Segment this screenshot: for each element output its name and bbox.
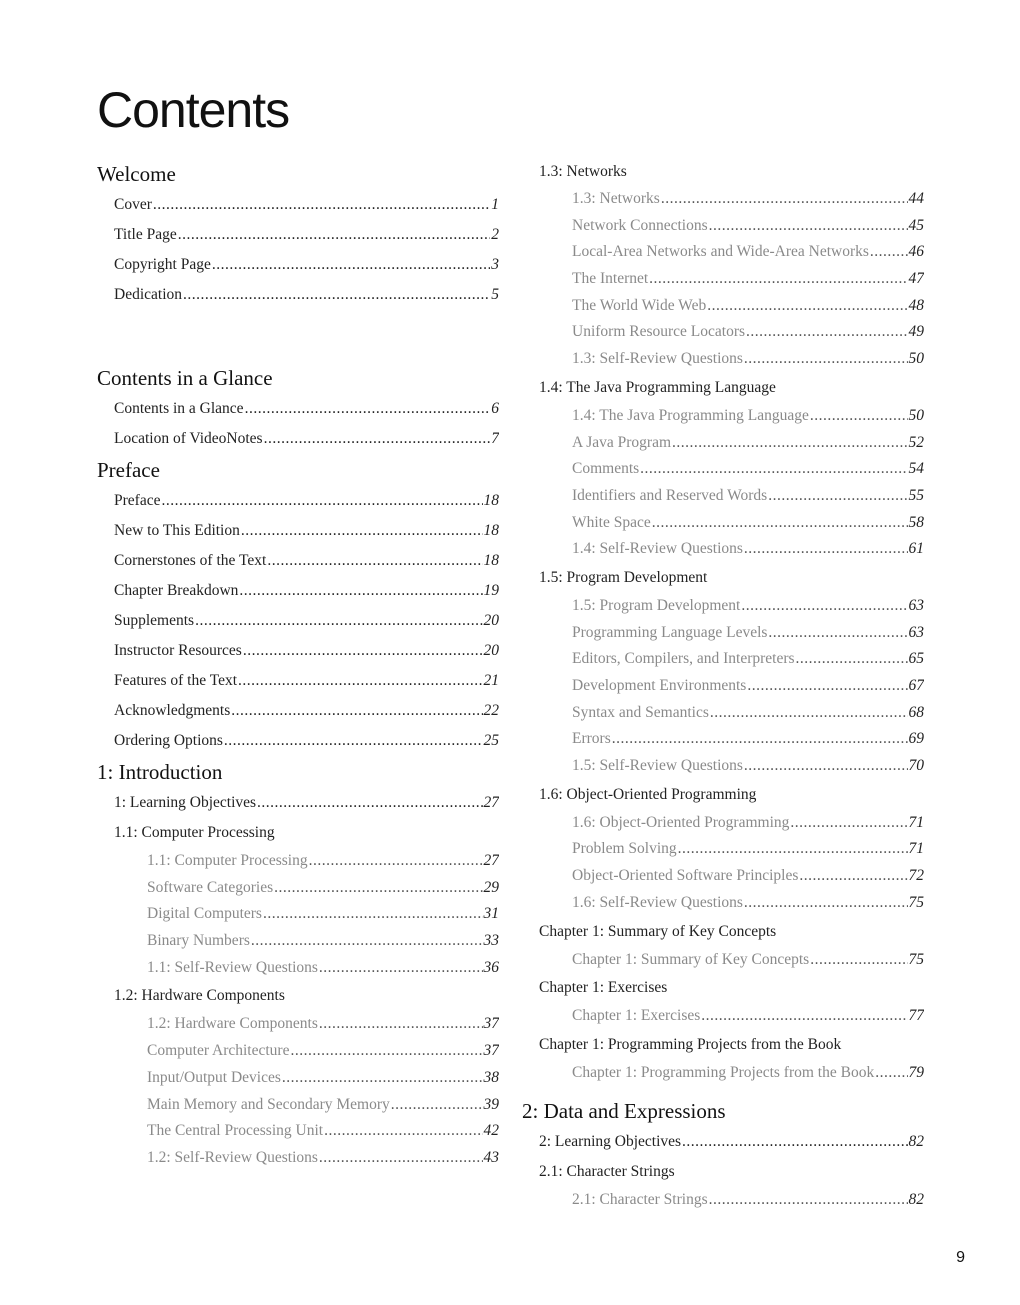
toc-entry[interactable] [147, 848, 499, 875]
entry-title: 1.1: Computer Processing [147, 852, 308, 869]
toc-entry[interactable] [572, 266, 924, 293]
entry-title: Cornerstones of the Text [114, 552, 267, 569]
dot-leader [701, 1003, 907, 1030]
entry-title: Computer Architecture [147, 1042, 290, 1060]
entry-title: 1.3: Self-Review Questions [572, 350, 743, 368]
toc-entry[interactable] [572, 593, 924, 620]
dot-leader [391, 1092, 483, 1119]
entry-page: 2 [491, 226, 499, 243]
entry-page: 48 [908, 296, 924, 314]
dot-leader [799, 863, 907, 890]
dot-leader [870, 239, 908, 266]
dot-leader [709, 213, 908, 240]
entry-title: Main Memory and Secondary Memory [147, 1095, 390, 1113]
toc-entry[interactable] [147, 875, 499, 902]
entry-page: 52 [908, 433, 924, 451]
entry-page: 5 [491, 286, 499, 303]
entry-title: Errors [572, 730, 611, 748]
entry-page: 58 [908, 513, 924, 531]
entry-page: 37 [483, 1015, 499, 1033]
entry-title: Chapter 1: Summary of Key Concepts [572, 950, 810, 968]
toc-entry[interactable] [147, 955, 499, 982]
section-heading-preface: Preface [97, 458, 160, 482]
dot-leader [768, 620, 907, 647]
dot-leader [264, 424, 491, 454]
dot-leader [768, 483, 907, 510]
page-title: Contents [97, 82, 290, 138]
entry-title: Preface [114, 492, 161, 509]
s14-list [522, 403, 924, 563]
entry-page: 31 [483, 905, 499, 923]
toc-entry[interactable] [147, 1092, 499, 1119]
entry-title: Title Page [114, 226, 177, 243]
entry-page: 25 [483, 732, 499, 749]
dot-leader [257, 788, 482, 818]
dot-leader [224, 726, 483, 756]
dot-leader [744, 346, 908, 373]
dot-leader [747, 673, 907, 700]
toc-entry[interactable] [572, 186, 924, 213]
entry-title: The World Wide Web [572, 296, 707, 314]
dot-leader [241, 516, 483, 546]
s13-list [522, 186, 924, 373]
dot-leader [875, 1060, 907, 1087]
dot-leader [290, 1038, 482, 1065]
entry-page: 63 [908, 596, 924, 614]
entry-title: Contents in a Glance [114, 400, 244, 417]
entry-page: 50 [908, 350, 924, 368]
toc-entry[interactable] [572, 947, 924, 974]
dot-leader [707, 293, 907, 320]
toc-entry[interactable] [114, 546, 499, 576]
entry-title: Instructor Resources [114, 642, 242, 659]
toc-left-column [97, 158, 499, 1172]
entry-page: 7 [491, 430, 499, 447]
toc-entry[interactable] [572, 213, 924, 240]
toc-entry[interactable] [572, 1003, 924, 1030]
s15-list [522, 593, 924, 780]
entry-page: 36 [483, 958, 499, 976]
entry-title: 1.2: Hardware Components [147, 1015, 318, 1033]
summary-list [522, 947, 924, 974]
entry-page: 63 [908, 623, 924, 641]
toc-entry[interactable] [114, 576, 499, 606]
entry-title: 1.6: Object-Oriented Programming [572, 813, 790, 831]
entry-title: Comments [572, 460, 640, 478]
entry-title: 1.1: Self-Review Questions [147, 958, 318, 976]
subsection-heading-summary[interactable]: Chapter 1: Summary of Key Concepts [539, 922, 777, 940]
toc-entry[interactable] [572, 536, 924, 563]
dot-leader [195, 606, 482, 636]
dot-leader [710, 700, 908, 727]
dot-leader [744, 753, 908, 780]
dot-leader [178, 220, 491, 250]
s16-list [522, 810, 924, 917]
toc-entry[interactable] [572, 483, 924, 510]
toc-entry[interactable] [147, 1145, 499, 1172]
section-heading-glance: Contents in a Glance [97, 366, 273, 390]
dot-leader [319, 1145, 483, 1172]
subsection-heading-1-3[interactable]: 1.3: Networks [539, 163, 627, 180]
entry-page: 33 [483, 932, 499, 950]
toc-entry[interactable] [114, 606, 499, 636]
dot-leader [324, 1118, 482, 1145]
toc-entry[interactable] [114, 666, 499, 696]
entry-page: 47 [908, 270, 924, 288]
entry-title: Identifiers and Reserved Words [572, 486, 768, 504]
entry-title: Syntax and Semantics [572, 703, 709, 721]
entry-page: 20 [483, 612, 499, 629]
entry-title: Software Categories [147, 878, 274, 896]
entry-title: Uniform Resource Locators [572, 323, 746, 341]
entry-page: 3 [491, 256, 499, 273]
dot-leader [709, 1187, 908, 1214]
entry-title: Features of the Text [114, 672, 238, 689]
toc-entry[interactable] [147, 1011, 499, 1038]
welcome-list [97, 190, 499, 310]
dot-leader [319, 955, 483, 982]
s12-list [97, 1011, 499, 1171]
subsection-heading-2-1[interactable]: 2.1: Character Strings [539, 1162, 675, 1180]
section-heading-welcome: Welcome [97, 162, 176, 186]
toc-entry[interactable] [114, 726, 499, 756]
entry-page: 18 [483, 552, 499, 569]
entry-title: Editors, Compilers, and Interpreters [572, 650, 795, 668]
entry-page: 68 [908, 703, 924, 721]
preface-list [97, 486, 499, 756]
toc-entry[interactable] [572, 836, 924, 863]
entry-page: 38 [483, 1068, 499, 1086]
entry-page: 19 [483, 582, 499, 599]
dot-leader [810, 403, 908, 430]
toc-entry[interactable] [114, 220, 499, 250]
toc-entry[interactable] [114, 424, 499, 454]
glance-list [97, 394, 499, 454]
toc-entry[interactable] [572, 810, 924, 837]
dot-leader [263, 901, 483, 928]
entry-page: 55 [908, 486, 924, 504]
entry-title: Network Connections [572, 216, 708, 234]
entry-title: Supplements [114, 612, 195, 629]
toc-entry-learning-objectives-2[interactable] [539, 1127, 924, 1157]
entry-page: 37 [483, 1042, 499, 1060]
toc-entry[interactable] [572, 620, 924, 647]
dot-leader [245, 394, 491, 424]
entry-title: White Space [572, 513, 651, 531]
toc-entry[interactable] [572, 673, 924, 700]
toc-entry[interactable] [114, 250, 499, 280]
toc-entry[interactable] [572, 753, 924, 780]
toc-entry[interactable] [572, 700, 924, 727]
entry-title: Local-Area Networks and Wide-Area Networks [572, 243, 869, 261]
dot-leader [153, 190, 490, 220]
toc-entry[interactable] [572, 239, 924, 266]
entry-title: The Central Processing Unit [147, 1122, 324, 1140]
dot-leader [309, 848, 483, 875]
entry-page: 79 [908, 1063, 924, 1081]
entry-title: 1.4: The Java Programming Language [572, 406, 809, 424]
dot-leader [746, 319, 907, 346]
dot-leader [319, 1011, 483, 1038]
entry-title: Problem Solving [572, 840, 677, 858]
entry-page: 77 [908, 1007, 924, 1025]
entry-title: Cover [114, 196, 152, 213]
entry-page: 75 [908, 893, 924, 911]
entry-title: 1.3: Networks [572, 190, 660, 207]
toc-entry[interactable] [114, 394, 499, 424]
dot-leader [274, 875, 482, 902]
entry-page: 29 [483, 878, 499, 896]
entry-title: Chapter 1: Exercises [572, 1007, 701, 1025]
toc-entry[interactable] [114, 190, 499, 220]
dot-leader [744, 890, 908, 917]
subsection-heading-1-2[interactable]: 1.2: Hardware Components [114, 987, 285, 1005]
dot-leader [612, 726, 908, 753]
toc-entry[interactable] [572, 346, 924, 373]
entry-title: Location of VideoNotes [114, 430, 263, 447]
entry-title: The Internet [572, 270, 649, 288]
entry-page: 43 [483, 1148, 499, 1166]
subsection-heading-1-5[interactable]: 1.5: Program Development [539, 568, 708, 586]
entry-title: New to This Edition [114, 522, 240, 539]
entry-title: Dedication [114, 286, 183, 303]
toc-entry[interactable] [114, 516, 499, 546]
toc-entry[interactable] [114, 696, 499, 726]
entry-title: Object-Oriented Software Principles [572, 867, 799, 885]
dot-leader [649, 266, 907, 293]
entry-page: 27 [483, 794, 499, 811]
toc-entry[interactable] [572, 890, 924, 917]
dot-leader [183, 280, 490, 310]
toc-entry[interactable] [572, 1060, 924, 1087]
entry-title: Acknowledgments [114, 702, 231, 719]
entry-title: 2.1: Character Strings [572, 1190, 708, 1208]
toc-entry[interactable] [572, 293, 924, 320]
entry-page: 27 [483, 852, 499, 869]
entry-page: 44 [908, 190, 924, 207]
entry-page: 20 [483, 642, 499, 659]
toc-entry[interactable] [147, 1118, 499, 1145]
entry-page: 21 [483, 672, 499, 689]
subsection-heading-1-1[interactable]: 1.1: Computer Processing [114, 824, 275, 841]
entry-page: 72 [908, 867, 924, 885]
toc-right-column [522, 158, 924, 1213]
entry-page: 65 [908, 650, 924, 668]
entry-page: 39 [483, 1095, 499, 1113]
toc-entry[interactable] [572, 863, 924, 890]
dot-leader [682, 1127, 907, 1157]
dot-leader [238, 666, 482, 696]
entry-page: 42 [483, 1122, 499, 1140]
toc-entry[interactable] [572, 319, 924, 346]
entry-page: 46 [908, 243, 924, 261]
entry-page: 82 [908, 1190, 924, 1208]
dot-leader [672, 430, 907, 457]
entry-page: 61 [908, 540, 924, 558]
entry-title: 1.5: Self-Review Questions [572, 757, 743, 775]
entry-page: 70 [908, 757, 924, 775]
entry-title: 1.6: Self-Review Questions [572, 893, 743, 911]
subsection-heading-projects[interactable]: Chapter 1: Programming Projects from the Book [539, 1035, 842, 1053]
dot-leader [239, 576, 482, 606]
entry-page: 45 [908, 216, 924, 234]
entry-page: 71 [908, 840, 924, 858]
dot-leader [640, 456, 907, 483]
entry-title: Programming Language Levels [572, 623, 768, 641]
entry-page: 18 [483, 522, 499, 539]
entry-title: Development Environments [572, 677, 747, 694]
toc-entry[interactable] [572, 403, 924, 430]
entry-title: Binary Numbers [147, 932, 250, 950]
projects-list [522, 1060, 924, 1087]
dot-leader [267, 546, 482, 576]
dot-leader [741, 593, 907, 620]
entry-page: 50 [908, 406, 924, 424]
entry-title: Copyright Page [114, 256, 211, 273]
toc-entry[interactable] [114, 280, 499, 310]
toc-entry[interactable] [572, 646, 924, 673]
dot-leader [251, 928, 483, 955]
dot-leader [282, 1065, 483, 1092]
dot-leader [810, 947, 907, 974]
entry-page: 71 [908, 813, 924, 831]
subsection-heading-exercises[interactable]: Chapter 1: Exercises [539, 979, 668, 997]
s21-list [522, 1187, 924, 1214]
dot-leader [661, 186, 908, 213]
toc-entry[interactable] [147, 901, 499, 928]
entry-page: 49 [908, 323, 924, 341]
entry-page: 67 [908, 677, 924, 694]
entry-page: 18 [483, 492, 499, 509]
dot-leader [790, 810, 907, 837]
page-number: 9 [956, 1249, 965, 1266]
entry-title: 1.5: Program Development [572, 596, 741, 614]
entry-page: 22 [483, 702, 499, 719]
dot-leader [652, 510, 908, 537]
entry-page: 6 [491, 400, 499, 417]
toc-entry[interactable] [572, 510, 924, 537]
dot-leader [744, 536, 908, 563]
toc-entry[interactable] [147, 1065, 499, 1092]
toc-entry[interactable] [572, 456, 924, 483]
toc-entry[interactable] [114, 636, 499, 666]
entry-title: A Java Program [572, 433, 672, 451]
entry-title: 1.4: Self-Review Questions [572, 540, 743, 558]
toc-entry[interactable] [147, 928, 499, 955]
toc-entry[interactable] [572, 430, 924, 457]
dot-leader [212, 250, 490, 280]
entry-title: 1: Learning Objectives [114, 794, 257, 811]
entry-title: Input/Output Devices [147, 1068, 281, 1086]
dot-leader [796, 646, 908, 673]
section-heading-chapter-2: 2: Data and Expressions [522, 1098, 726, 1123]
entry-page: 69 [908, 730, 924, 748]
dot-leader [678, 836, 908, 863]
dot-leader [231, 696, 482, 726]
entry-title: Chapter Breakdown [114, 582, 239, 599]
dot-leader [243, 636, 483, 666]
toc-entry[interactable] [572, 1187, 924, 1214]
toc-entry[interactable] [572, 726, 924, 753]
exercises-list [522, 1003, 924, 1030]
entry-title: Ordering Options [114, 732, 223, 749]
entry-title: 1.2: Self-Review Questions [147, 1148, 318, 1166]
entry-title: Digital Computers [147, 905, 262, 923]
toc-entry-learning-objectives-1[interactable] [114, 788, 499, 818]
entry-title: Chapter 1: Programming Projects from the Book [572, 1063, 875, 1081]
dot-leader [161, 486, 482, 516]
entry-page: 54 [908, 460, 924, 478]
entry-title: 2: Learning Objectives [539, 1132, 682, 1150]
subsection-heading-1-6[interactable]: 1.6: Object-Oriented Programming [539, 785, 757, 803]
toc-entry[interactable] [114, 486, 499, 516]
toc-entry[interactable] [147, 1038, 499, 1065]
entry-page: 82 [908, 1132, 924, 1150]
s11-list [97, 848, 499, 981]
entry-page: 75 [908, 950, 924, 968]
subsection-heading-1-4[interactable]: 1.4: The Java Programming Language [539, 378, 776, 396]
entry-page: 1 [491, 196, 499, 213]
section-heading-introduction: 1: Introduction [97, 760, 223, 784]
